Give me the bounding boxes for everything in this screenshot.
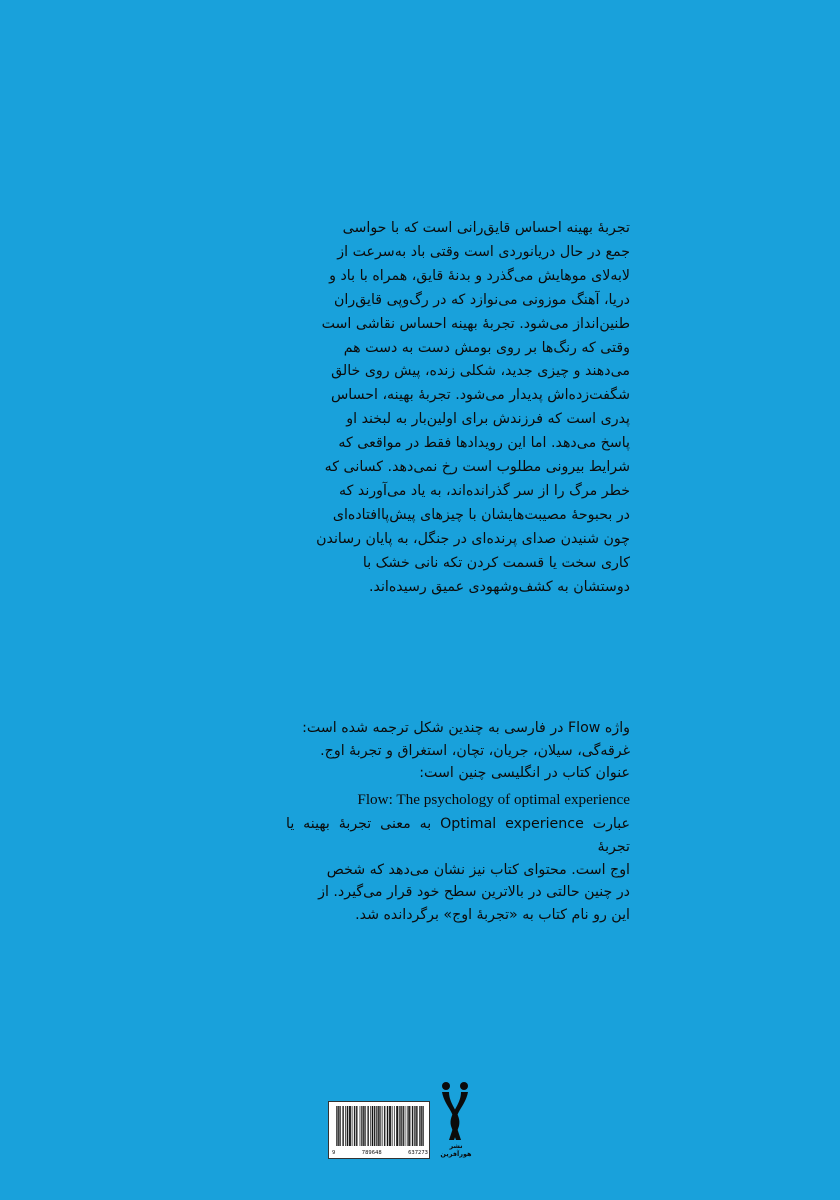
text-line: این رو نام کتاب به «تجربهٔ اوج» برگردانده شد. [355,906,630,923]
isbn-barcode [328,1101,430,1159]
barcode-bar [379,1106,380,1146]
barcode-digit-group: 637273 [408,1150,428,1156]
text-line: طنین‌انداز می‌شود. تجربهٔ بهینه احساس نقاشی است [321,315,630,332]
barcode-bar [400,1106,401,1146]
barcode-bar [380,1106,381,1146]
barcode-bar [364,1106,365,1146]
barcode-bar [345,1106,346,1146]
text-line: شرایط بیرونی مطلوب است رخ نمی‌دهد. کسانی که [324,459,630,476]
barcode-bar [407,1106,408,1146]
barcode-bar [342,1106,343,1146]
barcode-bar [388,1106,389,1146]
text-line: وقتی که رنگ‌ها بر روی بومش دست به دست هم [343,339,630,356]
english-title: Flow: The psychology of optimal experience [357,790,630,808]
barcode-bar [352,1106,353,1146]
barcode-bar [412,1106,413,1146]
barcode-bar [343,1106,344,1146]
barcode-bar [368,1106,369,1146]
back-cover-paragraph-2 [286,717,630,926]
barcode-bar [396,1106,397,1146]
barcode-bar [389,1106,390,1146]
barcode-bar [419,1106,420,1146]
barcode-bar [387,1106,388,1146]
barcode-bar [365,1106,366,1146]
text-line: خطر مرگ را از سر گذرانده‌اند، به یاد می‌آورند که [339,482,630,499]
title-explanation [286,813,630,926]
text-line: شگفت‌زده‌اش پدیدار می‌شود. تجربهٔ بهینه، احساس [330,387,630,404]
barcode-bar [370,1106,371,1146]
barcode-bar [338,1106,339,1146]
text-line: واژه Flow در فارسی به چندین شکل ترجمه شده است: [302,720,630,736]
text-line: اوج است. محتوای کتاب نیز نشان می‌دهد که شخص [326,861,630,878]
barcode-bar [355,1106,356,1146]
text-line: جمع در حال دریانوردی است وقتی باد به‌سرعت از [337,243,630,260]
barcode-bar [360,1106,361,1146]
text-line: دریا، آهنگ موزونی می‌نوازد که در رگ‌وپی قایق‌ران [333,291,630,308]
barcode-bar [378,1106,379,1146]
barcode-bar [382,1106,383,1146]
barcode-bar [363,1106,364,1146]
barcode-bar [392,1106,393,1146]
barcode-bar [414,1106,415,1146]
barcode-bar [374,1106,375,1146]
barcode-bar [413,1106,414,1146]
barcode-bar [422,1106,423,1146]
text-line: در چنین حالتی در بالاترین سطح خود قرار می‌گیرد. از [318,884,630,901]
barcode-digit-group: 789648 [361,1150,382,1156]
barcode-bars [336,1106,424,1146]
text-line: در بحبوحهٔ مصیبت‌هایشان با چیزهای پیش‌پاافتاده‌ای [332,506,630,523]
barcode-bar [420,1106,421,1146]
translation-note [286,717,630,785]
barcode-bar [408,1106,409,1146]
text-line: غرقه‌گی، سیلان، جریان، تچان، استغراق و تجربهٔ اوج. [320,742,630,759]
barcode-bar [410,1106,411,1146]
barcode-bar [339,1106,340,1146]
barcode-bar [378,1106,379,1146]
barcode-bar [362,1106,363,1146]
barcode-bar [417,1106,418,1146]
barcode-bar [390,1106,391,1146]
barcode-bar [403,1106,404,1146]
barcode-bar [403,1106,404,1146]
barcode-bar [401,1106,402,1146]
text-line: پدری است که فرزندش برای اولین‌بار به لبخند او [346,411,630,428]
barcode-bar [350,1106,351,1146]
text-line: لابه‌لای موهایش می‌گذرد و بدنهٔ قایق، همراه با باد و [329,267,630,284]
barcode-bar [372,1106,373,1146]
barcode-digit-group: 9 [332,1150,336,1156]
text-line: دوستشان به کشف‌وشهودی عمیق رسیده‌اند. [369,578,630,595]
barcode-bar [357,1106,358,1146]
barcode-bar [416,1106,417,1146]
barcode-bar [350,1106,351,1146]
barcode-bar [376,1106,377,1146]
barcode-bar [349,1106,350,1146]
barcode-bar [354,1106,355,1146]
barcode-bar [375,1106,376,1146]
barcode-bar [423,1106,424,1146]
barcode-bar [372,1106,373,1146]
text-line: تجربهٔ بهینه احساس قایق‌رانی است که با حواسی [342,220,630,236]
publisher-name: نشر هورآفرین [440,1142,472,1158]
text-line: عنوان کتاب در انگلیسی چنین است: [419,765,630,782]
barcode-bar [336,1106,337,1146]
barcode-digits [332,1150,428,1156]
barcode-bar [361,1106,362,1146]
barcode-bar [409,1106,410,1146]
barcode-bar [405,1106,406,1146]
barcode-bar [390,1106,391,1146]
barcode-bar [398,1106,399,1146]
text-line: می‌دهند و چیزی جدید، شکلی زنده، پیش روی خالق [331,363,630,380]
barcode-bar [397,1106,398,1146]
barcode-bar [356,1106,357,1146]
text-line: کاری سخت یا قسمت کردن تکه نانی خشک با [362,554,630,571]
barcode-bar [421,1106,422,1146]
text-line: چون شنیدن صدای پرنده‌ای در جنگل، به پایان رساندن [316,530,630,547]
barcode-bar [340,1106,341,1146]
text-line: عبارت Optimal experience به معنی تجربهٔ بهینه یا تجربهٔ [286,816,630,855]
barcode-bar [384,1106,385,1146]
barcode-bar [399,1106,400,1146]
barcode-bar [367,1106,368,1146]
barcode-bar [415,1106,416,1146]
barcode-bar [385,1106,386,1146]
barcode-bar [394,1106,395,1146]
barcode-bar [347,1106,348,1146]
text-line: پاسخ می‌دهد. اما این رویدادها فقط در مواقعی که [338,435,630,452]
barcode-bar [337,1106,338,1146]
barcode-bar [347,1106,348,1146]
back-cover-paragraph-1 [286,217,630,600]
